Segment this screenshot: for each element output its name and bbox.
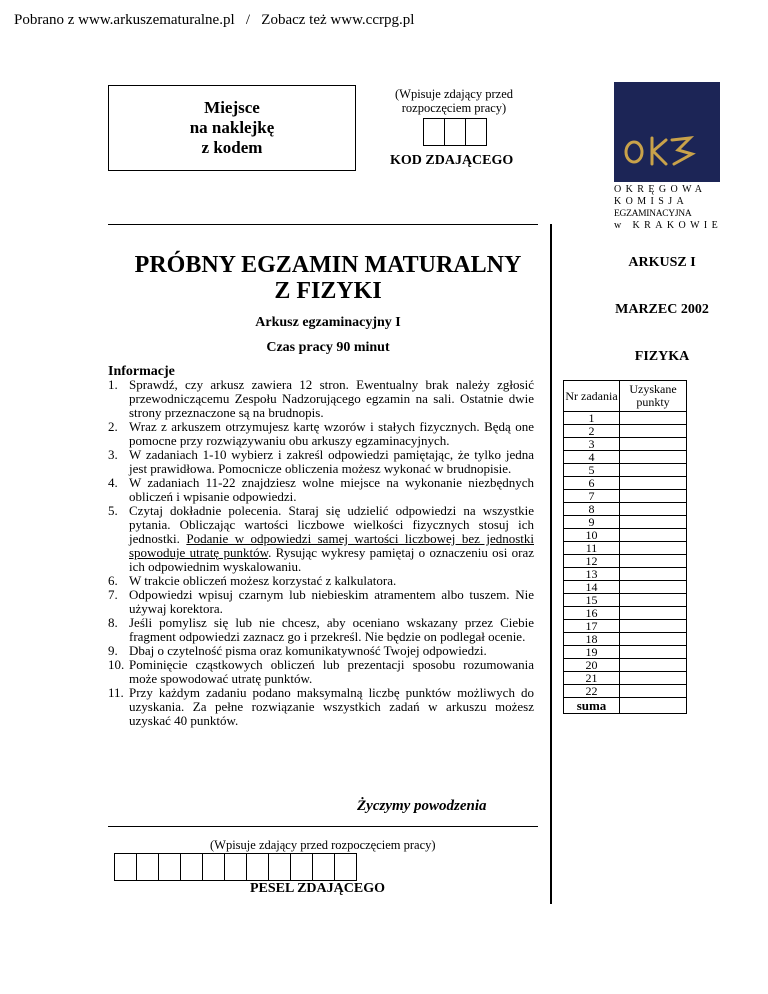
- oke-logo: [614, 82, 720, 182]
- item-number: 1.: [108, 377, 118, 392]
- table-row: [564, 425, 687, 438]
- list-item: [108, 378, 534, 420]
- logo-line: KOMISJA: [614, 196, 689, 207]
- points-cell[interactable]: [620, 516, 687, 529]
- pesel-box[interactable]: [202, 853, 225, 881]
- pesel-box[interactable]: [224, 853, 247, 881]
- title-line: PRÓBNY EGZAMIN MATURALNY: [134, 252, 522, 278]
- points-cell[interactable]: [620, 685, 687, 698]
- pesel-note: (Wpisuje zdający przed rozpoczęciem pracy): [210, 838, 436, 852]
- pesel-box[interactable]: [136, 853, 159, 881]
- vertical-divider: [550, 224, 552, 904]
- candidate-code-boxes: [424, 118, 487, 146]
- item-number: 2.: [108, 419, 118, 434]
- table-row: [564, 659, 687, 672]
- item-text: Jeśli pomylisz się lub nie chcesz, aby oceniano wskazany przez Ciebie fragment odpowiedzi zaznacz go i przekreśl. Nie będzie on podlegał ocenie.: [129, 615, 534, 644]
- info-list: [108, 378, 534, 728]
- divider: [108, 826, 538, 827]
- item-text: Odpowiedzi wpisuj czarnym lub niebieskim atramentem albo tuszem. Nie używaj korektora.: [129, 587, 534, 616]
- pesel-box[interactable]: [312, 853, 335, 881]
- sum-label: suma: [564, 698, 620, 714]
- task-number: 8: [564, 503, 620, 516]
- points-cell[interactable]: [620, 633, 687, 646]
- logo-line: EGZAMINACYJNA: [614, 209, 692, 219]
- divider: [108, 224, 538, 225]
- task-number: 5: [564, 464, 620, 477]
- good-luck-text: Życzymy powodzenia: [357, 798, 487, 814]
- table-header-row: [564, 381, 687, 412]
- points-cell[interactable]: [620, 607, 687, 620]
- points-cell[interactable]: [620, 568, 687, 581]
- exam-title: [108, 252, 548, 304]
- table-row: [564, 451, 687, 464]
- code-box[interactable]: [423, 118, 445, 146]
- table-row: [564, 503, 687, 516]
- score-table: [563, 380, 687, 714]
- list-item: [108, 588, 534, 616]
- sticker-line: na naklejkę: [189, 118, 275, 137]
- item-number: 10.: [108, 657, 125, 672]
- item-number: 11.: [108, 685, 124, 700]
- subject: FIZYKA: [634, 349, 690, 364]
- item-text: Dbaj o czytelność pisma oraz komunikatywność Twojej odpowiedzi.: [129, 643, 487, 658]
- task-number: 19: [564, 646, 620, 659]
- task-number: 10: [564, 529, 620, 542]
- task-number: 4: [564, 451, 620, 464]
- pesel-box[interactable]: [334, 853, 357, 881]
- points-cell[interactable]: [620, 594, 687, 607]
- item-text: Przy każdym zadaniu podano maksymalną liczbę punktów możliwych do uzyskania. Za pełne rozwiązanie wszystkich zadań w arkuszu możesz uzyskać 40 punktów.: [129, 685, 534, 728]
- item-text-underlined: Podanie w odpowiedzi samej wartości liczbowej bez jednostki spowoduje utratę punktów: [129, 531, 535, 560]
- item-number: 6.: [108, 573, 118, 588]
- task-number: 18: [564, 633, 620, 646]
- points-cell[interactable]: [620, 672, 687, 685]
- item-text: [129, 504, 534, 574]
- exam-time: Czas pracy 90 minut: [266, 340, 390, 355]
- pesel-label: PESEL ZDAJĄCEGO: [250, 881, 385, 896]
- logo-line: w KRAKOWIE: [614, 220, 723, 231]
- table-row: [564, 672, 687, 685]
- task-number: 17: [564, 620, 620, 633]
- list-item: [108, 644, 534, 658]
- pesel-box[interactable]: [180, 853, 203, 881]
- points-cell[interactable]: [620, 659, 687, 672]
- item-text-part: . Rysując wykresy pamiętaj o oznaczeniu osi oraz ich odpowiednim wyskalowaniu.: [129, 545, 535, 574]
- table-row: [564, 607, 687, 620]
- sticker-area: [108, 85, 356, 171]
- table-row: [564, 464, 687, 477]
- table-row: [564, 542, 687, 555]
- points-cell[interactable]: [620, 425, 687, 438]
- points-cell[interactable]: [620, 555, 687, 568]
- candidate-code-note: (Wpisuje zdający przed rozpoczęciem pracy): [395, 87, 513, 115]
- points-cell[interactable]: [620, 503, 687, 516]
- points-cell[interactable]: [620, 412, 687, 425]
- table-row: [564, 438, 687, 451]
- table-row: [564, 594, 687, 607]
- sheet-name: Arkusz egzaminacyjny I: [255, 315, 401, 330]
- list-item: [108, 658, 534, 686]
- task-number: 12: [564, 555, 620, 568]
- task-number: 20: [564, 659, 620, 672]
- sticker-line: Miejsce: [204, 98, 260, 117]
- list-item: [108, 616, 534, 644]
- source-line: Pobrano z www.arkuszematuralne.pl / Zobacz też www.ccrpg.pl: [14, 12, 415, 28]
- table-row: [564, 685, 687, 698]
- pesel-box[interactable]: [290, 853, 313, 881]
- item-text: Wraz z arkuszem otrzymujesz kartę wzorów i stałych fizycznych. Będą one pomocne przy rozwiązywaniu obu arkuszy egzaminacyjnych.: [129, 419, 534, 448]
- item-number: 7.: [108, 587, 118, 602]
- task-number: 9: [564, 516, 620, 529]
- list-item: [108, 686, 534, 728]
- list-item: [108, 504, 534, 574]
- list-item: [108, 420, 534, 448]
- points-cell[interactable]: [620, 542, 687, 555]
- table-row: [564, 477, 687, 490]
- table-row: [564, 633, 687, 646]
- points-cell[interactable]: [620, 477, 687, 490]
- logo-line: OKRĘGOWA: [614, 184, 707, 195]
- item-number: 3.: [108, 447, 118, 462]
- points-cell[interactable]: [620, 529, 687, 542]
- column-header: Uzyskane punkty: [620, 381, 687, 412]
- pesel-box[interactable]: [158, 853, 181, 881]
- item-text-part: Czytaj dokładnie polecenia. Staraj się udzielić odpowiedzi na wszystkie pytania. Obliczając wartości liczbowe wielkości fizycznych stosuj ich jednostki.: [129, 503, 534, 546]
- pesel-box[interactable]: [268, 853, 291, 881]
- points-cell[interactable]: [620, 451, 687, 464]
- title-line: Z FIZYKI: [274, 278, 382, 304]
- oke-logo-icon: [614, 82, 720, 182]
- sum-row: [564, 698, 687, 714]
- list-item: [108, 574, 534, 588]
- table-row: [564, 646, 687, 659]
- sheet-number: ARKUSZ I: [628, 255, 696, 270]
- code-box[interactable]: [465, 118, 487, 146]
- item-number: 8.: [108, 615, 118, 630]
- table-row: [564, 490, 687, 503]
- task-number: 15: [564, 594, 620, 607]
- task-number: 1: [564, 412, 620, 425]
- item-text: W zadaniach 11-22 znajdziesz wolne miejsce na wykonanie niezbędnych obliczeń i wpisanie odpowiedzi.: [129, 475, 534, 504]
- item-text: W zadaniach 1-10 wybierz i zakreśl odpowiedzi pamiętając, że tylko jedna jest prawidłowa. Pomocnicze obliczenia możesz wykonać w brudnopisie.: [129, 447, 534, 476]
- table-row: [564, 620, 687, 633]
- item-text: W trakcie obliczeń możesz korzystać z kalkulatora.: [129, 573, 397, 588]
- task-number: 14: [564, 581, 620, 594]
- item-number: 5.: [108, 503, 118, 518]
- task-number: 6: [564, 477, 620, 490]
- list-item: [108, 476, 534, 504]
- task-number: 7: [564, 490, 620, 503]
- task-number: 3: [564, 438, 620, 451]
- pesel-boxes: [115, 853, 357, 881]
- sum-points-cell[interactable]: [620, 698, 687, 714]
- points-cell[interactable]: [620, 620, 687, 633]
- list-item: [108, 448, 534, 476]
- oke-logo-text: [614, 184, 722, 232]
- table-row: [564, 516, 687, 529]
- item-text: Pominięcie cząstkowych obliczeń lub prezentacji sposobu rozumowania może spowodować utratę punktów.: [129, 657, 534, 686]
- table-row: [564, 568, 687, 581]
- table-row: [564, 529, 687, 542]
- pesel-box[interactable]: [114, 853, 137, 881]
- sticker-line: z kodem: [201, 138, 263, 157]
- exam-date: MARZEC 2002: [615, 302, 709, 317]
- info-heading: Informacje: [108, 364, 175, 379]
- table-row: [564, 581, 687, 594]
- item-number: 9.: [108, 643, 118, 658]
- pesel-box[interactable]: [246, 853, 269, 881]
- task-number: 22: [564, 685, 620, 698]
- points-cell[interactable]: [620, 490, 687, 503]
- table-row: [564, 412, 687, 425]
- points-cell[interactable]: [620, 646, 687, 659]
- item-text: Sprawdź, czy arkusz zawiera 12 stron. Ewentualny brak należy zgłosić przewodniczącemu Zespołu Nadzorującego egzamin na sali. Ostatnie dwie strony przeznaczone są na brudnopis.: [129, 377, 534, 420]
- column-header: Nr zadania: [564, 381, 620, 412]
- task-number: 21: [564, 672, 620, 685]
- code-box[interactable]: [444, 118, 466, 146]
- item-number: 4.: [108, 475, 118, 490]
- task-number: 11: [564, 542, 620, 555]
- points-cell[interactable]: [620, 464, 687, 477]
- task-number: 2: [564, 425, 620, 438]
- points-cell[interactable]: [620, 438, 687, 451]
- table-row: [564, 555, 687, 568]
- task-number: 13: [564, 568, 620, 581]
- candidate-code-label: KOD ZDAJĄCEGO: [390, 153, 514, 168]
- points-cell[interactable]: [620, 581, 687, 594]
- task-number: 16: [564, 607, 620, 620]
